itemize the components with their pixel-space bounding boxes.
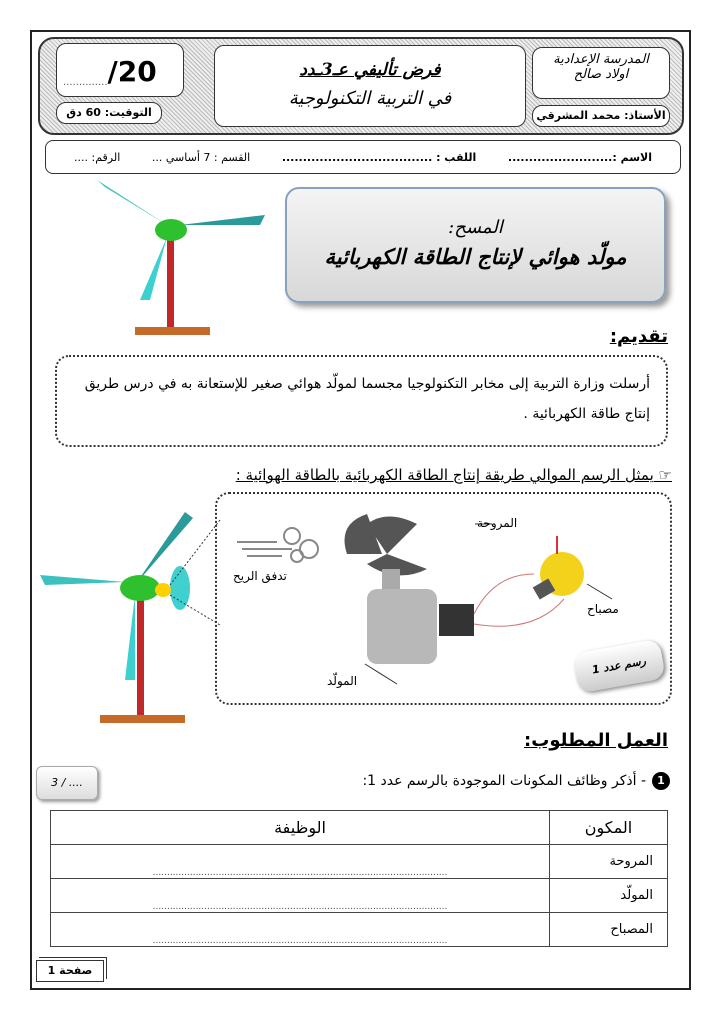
score-blank: .............. [63, 77, 108, 88]
work-heading: العمل المطلوب: [524, 730, 668, 751]
label-wind-flow: تدفق الريح [233, 569, 287, 583]
intro-heading: تقديم: [609, 326, 668, 347]
number-field[interactable]: الرقم: .... [74, 150, 121, 164]
components-table [50, 810, 668, 947]
table-header-row [51, 811, 668, 845]
instruction [236, 466, 672, 484]
school-name: المدرسة الإعدادية [553, 52, 649, 67]
wind-turbine-zoom-image [35, 510, 235, 730]
duration: التوقيت: 60 دق [56, 102, 162, 124]
surname-field[interactable]: اللقب : .................................... [281, 150, 477, 164]
header-function: الوظيفة [51, 811, 550, 845]
header [38, 37, 684, 135]
function-answer-field[interactable]: ....................................................................................................... [51, 879, 550, 913]
exam-subject: في التربية التكنولوجية [288, 88, 452, 109]
score-total: /20 [107, 55, 157, 88]
label-generator: المولّد [327, 674, 358, 688]
component-cell: المروحة [550, 845, 668, 879]
pointer-icon: ☞ [653, 466, 672, 484]
question-1 [362, 772, 670, 790]
instruction-text: يمثل الرسم الموالي طريقة إنتاج الطاقة الكهربائية بالطاقة الهوائية : [235, 466, 654, 484]
header-component: المكون [550, 811, 668, 845]
table-row [51, 913, 668, 947]
school-box [532, 47, 670, 99]
topic-label: المسح: [448, 217, 503, 238]
score-box [56, 43, 184, 97]
exam-title: فرض تأليفي عـ3ـدد [299, 60, 441, 80]
student-info-row [45, 140, 681, 174]
figure-caption: رسم عدد 1 [572, 639, 666, 694]
page-number: صفحة 1 [36, 960, 104, 982]
name-field[interactable]: الاسم :......................... [507, 150, 652, 164]
label-lamp: مصباح [587, 602, 619, 616]
question-1-score: 3 / .... [36, 766, 98, 800]
component-cell: المولّد [550, 879, 668, 913]
teacher-name: الأستاذ: محمد المشرقي [532, 105, 670, 127]
function-answer-field[interactable]: ....................................................................................................... [51, 913, 550, 947]
exam-title-box [214, 45, 526, 127]
table-row [51, 879, 668, 913]
question-number-badge: 1 [652, 772, 670, 790]
wind-turbine-image [85, 175, 275, 345]
question-1-text: - أذكر وظائف المكونات الموجودة بالرسم عدد 1: [362, 773, 646, 789]
class-field[interactable]: القسم : 7 أساسي ... [151, 150, 251, 164]
component-cell: المصباح [550, 913, 668, 947]
function-answer-field[interactable]: ....................................................................................................... [51, 845, 550, 879]
label-fan: المروحة [477, 516, 518, 530]
topic-title: مولّد هوائي لإنتاج الطاقة الكهربائية [324, 244, 627, 269]
school-location: اولاد صالح [573, 67, 629, 82]
intro-text: أرسلت وزارة التربية إلى مخابر التكنولوجيا مجسما لمولّد هوائي صغير للإستعانة به في درس طريق إنتاج طاقة الكهربائية . [55, 355, 668, 447]
table-row [51, 845, 668, 879]
topic-banner [285, 187, 666, 303]
diagram-box [215, 492, 672, 705]
